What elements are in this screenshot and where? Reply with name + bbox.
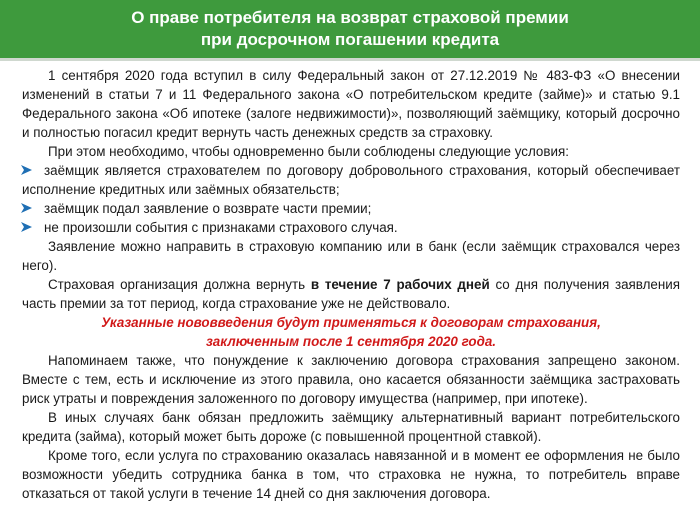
notice-line-1: Указанные нововведения будут применяться к договорам страхования, <box>101 315 601 330</box>
paragraph-law-intro: 1 сентября 2020 года вступил в силу Федеральный закон от 27.12.2019 № 483-ФЗ «О внесении изменений в статьи 7 и 11 Федерального закона «О потребительском кредите (займе)» и статью 9.1 Федерального закона «Об ипотеке (залоге недвижимости)», позволяющий заёмщику, который досрочно и полностью погасил кредит вернуть часть денежных средств за страховку. <box>22 68 680 140</box>
list-item <box>22 218 680 237</box>
notice-line-2: заключенным после 1 сентября 2020 года. <box>205 334 497 349</box>
title-banner <box>0 0 700 61</box>
paragraph-refund-term <box>22 275 680 313</box>
list-item-text: заёмщик подал заявление о возврате части премии; <box>44 201 372 216</box>
list-item <box>22 199 680 218</box>
list-item-text: не произошли события с признаками страхового случая. <box>44 220 398 235</box>
list-item-text: заёмщик является страхователем по договору добровольного страхования, который обеспечивает исполнение кредитных или заёмных обязательств; <box>22 163 680 197</box>
article-body <box>22 66 680 503</box>
arrow-bullet-icon <box>20 220 34 234</box>
arrow-bullet-icon <box>20 163 34 177</box>
title-line-2: при досрочном погашении кредита <box>200 30 500 49</box>
paragraph-refusal: Кроме того, если услуга по страхованию оказалась навязанной и в момент ее оформления не было возможности убедить сотрудника банка в том, что страховка не нужна, то потребитель вправе отказаться от такой услуги в течение 14 дней со дня заключения договора. <box>22 448 680 501</box>
paragraph-alternative: В иных случаях банк обязан предложить заёмщику альтернативный вариант потребительского кредита (займа), который может быть дороже (с повышенной процентной ставкой). <box>22 410 680 444</box>
paragraph-application: Заявление можно направить в страховую компанию или в банк (если заёмщик страховался через него). <box>22 239 680 273</box>
paragraph-conditions-intro: При этом необходимо, чтобы одновременно были соблюдены следующие условия: <box>48 144 569 159</box>
title-line-1: О праве потребителя на возврат страховой премии <box>131 8 569 27</box>
refund-text-start: Страховая организация должна вернуть <box>48 277 311 292</box>
refund-text-end: со дня получения заявления часть премии за тот период, когда страхование уже не действовало. <box>22 277 680 311</box>
arrow-bullet-icon <box>20 201 34 215</box>
list-item <box>22 161 680 199</box>
refund-deadline: в течение 7 рабочих дней <box>310 277 490 292</box>
paragraph-coercion: Напоминаем также, что понуждение к заключению договора страхования запрещено законом. Вместе с тем, есть и исключение из этого правила, оно касается обязанности заёмщика застраховать риск утраты и повреждения заложенного по договору имущества (например, при ипотеке). <box>22 353 680 406</box>
